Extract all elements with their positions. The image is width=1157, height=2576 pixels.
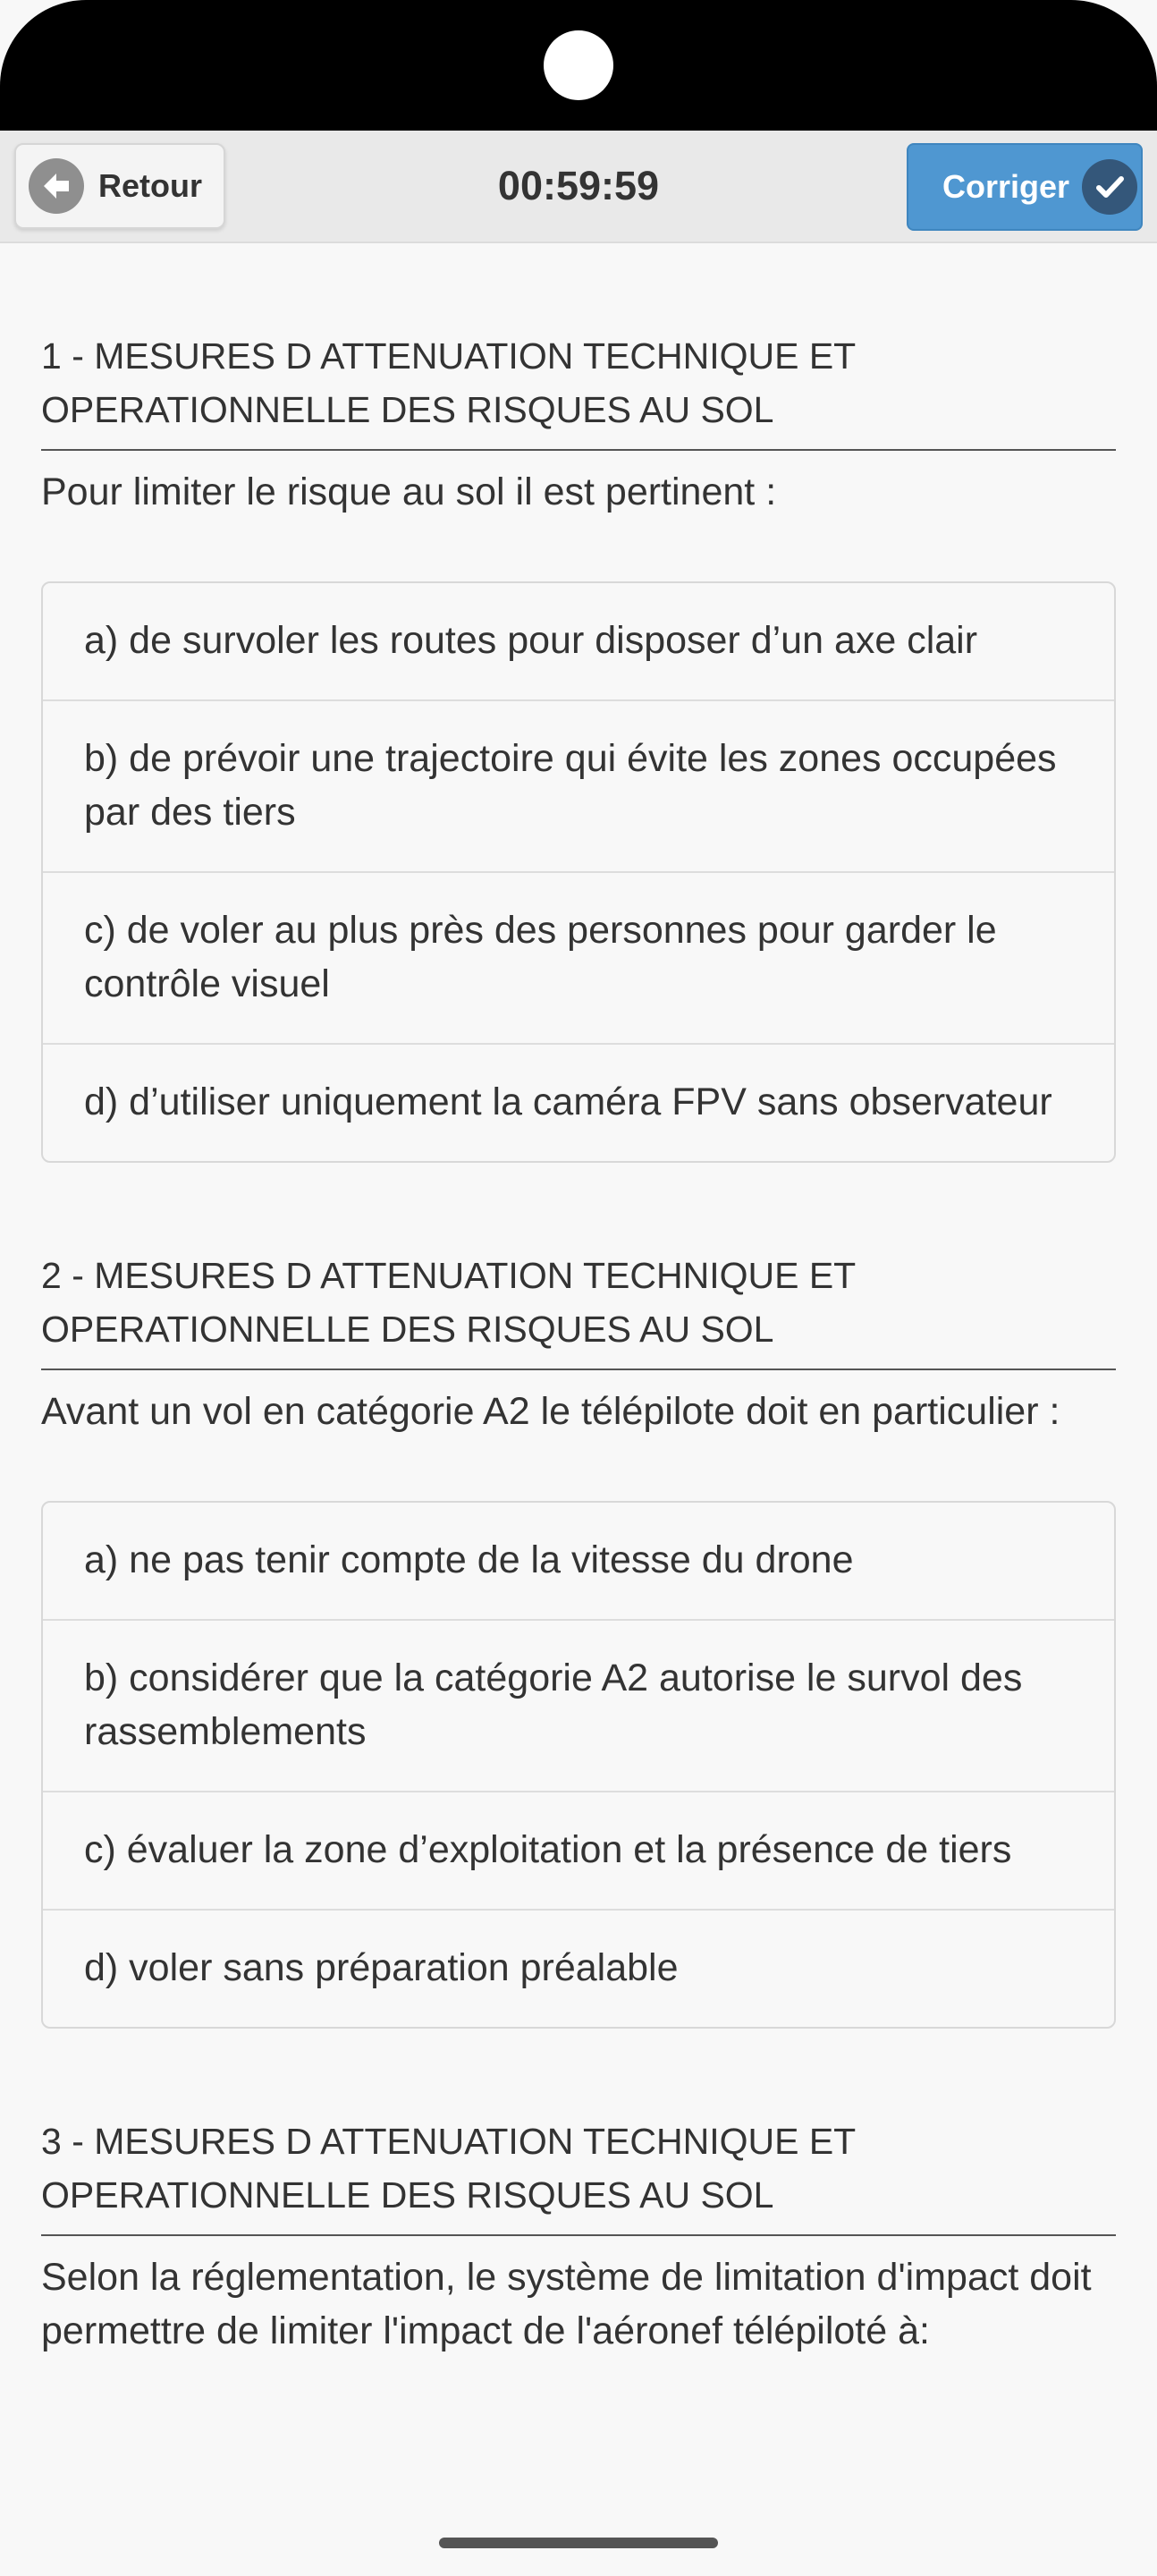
question-3: [41, 2029, 1116, 2358]
answer-option-a[interactable]: a) de survoler les routes pour disposer d’un axe clair: [84, 619, 978, 662]
answer-list: [41, 581, 1116, 1163]
countdown-timer: 00:59:59: [497, 163, 660, 208]
question-1: [41, 243, 1116, 1163]
question-text: Avant un vol en catégorie A2 le télépilote doit en particulier :: [41, 1390, 1060, 1433]
question-title: 1 - MESURES D ATTENUATION TECHNIQUE ET OPERATIONNELLE DES RISQUES AU SOL: [41, 329, 1116, 451]
question-title: 3 - MESURES D ATTENUATION TECHNIQUE ET OPERATIONNELLE DES RISQUES AU SOL: [41, 2114, 1116, 2236]
front-camera: [544, 30, 613, 100]
answer-option-c[interactable]: c) évaluer la zone d’exploitation et la présence de tiers: [43, 1791, 1114, 1909]
answer-option-d[interactable]: d) d’utiliser uniquement la caméra FPV sans observateur: [43, 1043, 1114, 1161]
answer-option-a[interactable]: a) ne pas tenir compte de la vitesse du drone: [84, 1538, 854, 1581]
quiz-header: [0, 131, 1157, 243]
correct-button[interactable]: [907, 143, 1143, 231]
question-text: Selon la réglementation, le système de limitation d'impact doit permettre de limiter l'impact de l'aéronef télépiloté à:: [41, 2256, 1092, 2352]
back-label: Retour: [98, 167, 202, 204]
question-title: 2 - MESURES D ATTENUATION TECHNIQUE ET OPERATIONNELLE DES RISQUES AU SOL: [41, 1249, 1116, 1370]
questions-list: [41, 243, 1116, 2524]
question-text: Pour limiter le risque au sol il est pertinent :: [41, 470, 777, 513]
question-2: [41, 1163, 1116, 2029]
arrow-left-icon: [29, 158, 84, 214]
answer-option-c[interactable]: c) de voler au plus près des personnes pour garder le contrôle visuel: [43, 871, 1114, 1043]
checkmark-icon: [1082, 159, 1137, 215]
status-bar: [0, 0, 1157, 131]
back-button[interactable]: [14, 143, 225, 229]
answer-option-b[interactable]: b) de prévoir une trajectoire qui évite les zones occupées par des tiers: [43, 699, 1114, 871]
answer-list: [41, 1501, 1116, 2029]
correct-label: Corriger: [942, 168, 1070, 205]
answer-option-d[interactable]: d) voler sans préparation préalable: [43, 1909, 1114, 2027]
answer-option-b[interactable]: b) considérer que la catégorie A2 autorise le survol des rassemblements: [43, 1619, 1114, 1791]
home-indicator[interactable]: [439, 2538, 718, 2548]
